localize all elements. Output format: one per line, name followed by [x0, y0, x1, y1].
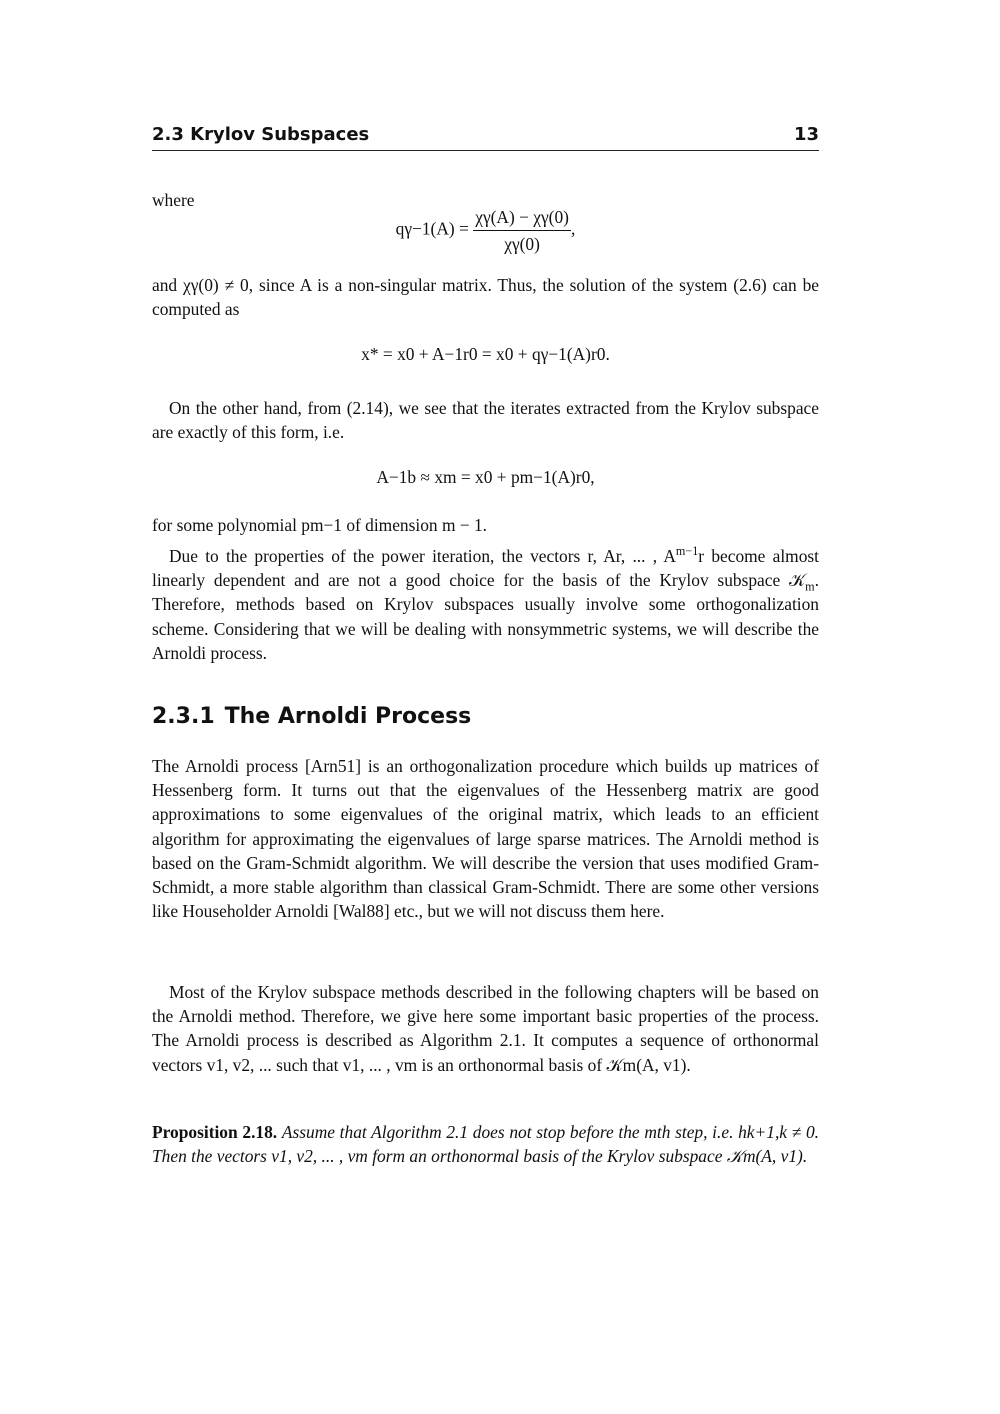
section-heading — [152, 704, 471, 729]
page-number: 13 — [793, 124, 819, 145]
equation-q-gamma-comma: , — [570, 218, 576, 239]
paragraph-polynomial: for some polynomial pm−1 of dimension m − 1. — [152, 515, 488, 535]
equation-q-gamma-lhs: qγ−1(A) = — [395, 218, 469, 239]
proposition-label: Proposition 2.18. — [152, 1122, 278, 1142]
power-iteration-text-a: Due to the properties of the power iteration, the vectors r, Ar, ... , A — [169, 546, 676, 566]
equation-q-gamma — [152, 204, 819, 257]
section-number: 2.3.1 — [152, 704, 215, 729]
proposition-body: Assume that Algorithm 2.1 does not stop before the mth step, i.e. hk+1,k ≠ 0. Then the vectors v1, v2, ... , vm form an orthonormal basis of the Krylov subspace 𝒦m(A, v1). — [152, 1122, 819, 1167]
running-header — [152, 122, 819, 151]
paragraph-nonsingular: and χγ(0) ≠ 0, since A is a non-singular matrix. Thus, the solution of the system (2.6) can be computed as — [152, 275, 819, 320]
power-iteration-text-c: . Therefore, methods based on Krylov subspaces usually involve some orthogonalization scheme. Considering that we will be dealing with nonsymmetric systems, we will describe the Arnoldi process. — [152, 570, 819, 663]
paragraph-arnoldi-properties: Most of the Krylov subspace methods described in the following chapters will be based on the Arnoldi method. Therefore, we give here some important basic properties of the process. The Arnoldi process is described as Algorithm 2.1. It computes a sequence of orthonormal vectors v1, v2, ... such that v1, ... , vm is an orthonormal basis of 𝒦m(A, v1). — [152, 982, 819, 1075]
proposition-2-18 — [152, 1120, 819, 1168]
power-iteration-subscript: m — [805, 579, 815, 594]
equation-krylov-approx: A−1b ≈ xm = x0 + pm−1(A)r0, — [376, 467, 595, 487]
power-iteration-exponent: m−1 — [675, 544, 699, 559]
paragraph-arnoldi-intro: The Arnoldi process [Arn51] is an orthogonalization procedure which builds up matrices of Hessenberg form. It turns out that the eigenvalues of the Hessenberg matrix are good approximations to some eigenvalues of the original matrix, which leads to an efficient algorithm for approximating the eigenvalues of large sparse matrices. The Arnoldi method is based on the Gram-Schmidt algorithm. We will describe the version that uses modified Gram-Schmidt, a more stable algorithm than classical Gram-Schmidt. There are some other versions like Householder Arnoldi [Wal88] etc., but we will not discuss them here. — [152, 756, 819, 922]
power-iteration-text-b: r become almost linearly dependent and are not a good choice for the basis of the Krylov subspace 𝒦 — [152, 546, 819, 591]
section-title: The Arnoldi Process — [224, 704, 472, 729]
equation-solution: x* = x0 + A−1r0 = x0 + qγ−1(A)r0. — [361, 344, 610, 364]
paragraph-where: where — [152, 190, 195, 210]
running-header-title: 2.3 Krylov Subspaces — [152, 124, 370, 145]
paragraph-power-iteration — [152, 544, 819, 665]
equation-fraction — [473, 204, 571, 257]
fraction-numerator: χγ(A) − χγ(0) — [473, 204, 571, 231]
fraction-denominator: χγ(0) — [504, 234, 540, 254]
paragraph-iterates: On the other hand, from (2.14), we see that the iterates extracted from the Krylov subspace are exactly of this form, i.e. — [152, 398, 819, 443]
